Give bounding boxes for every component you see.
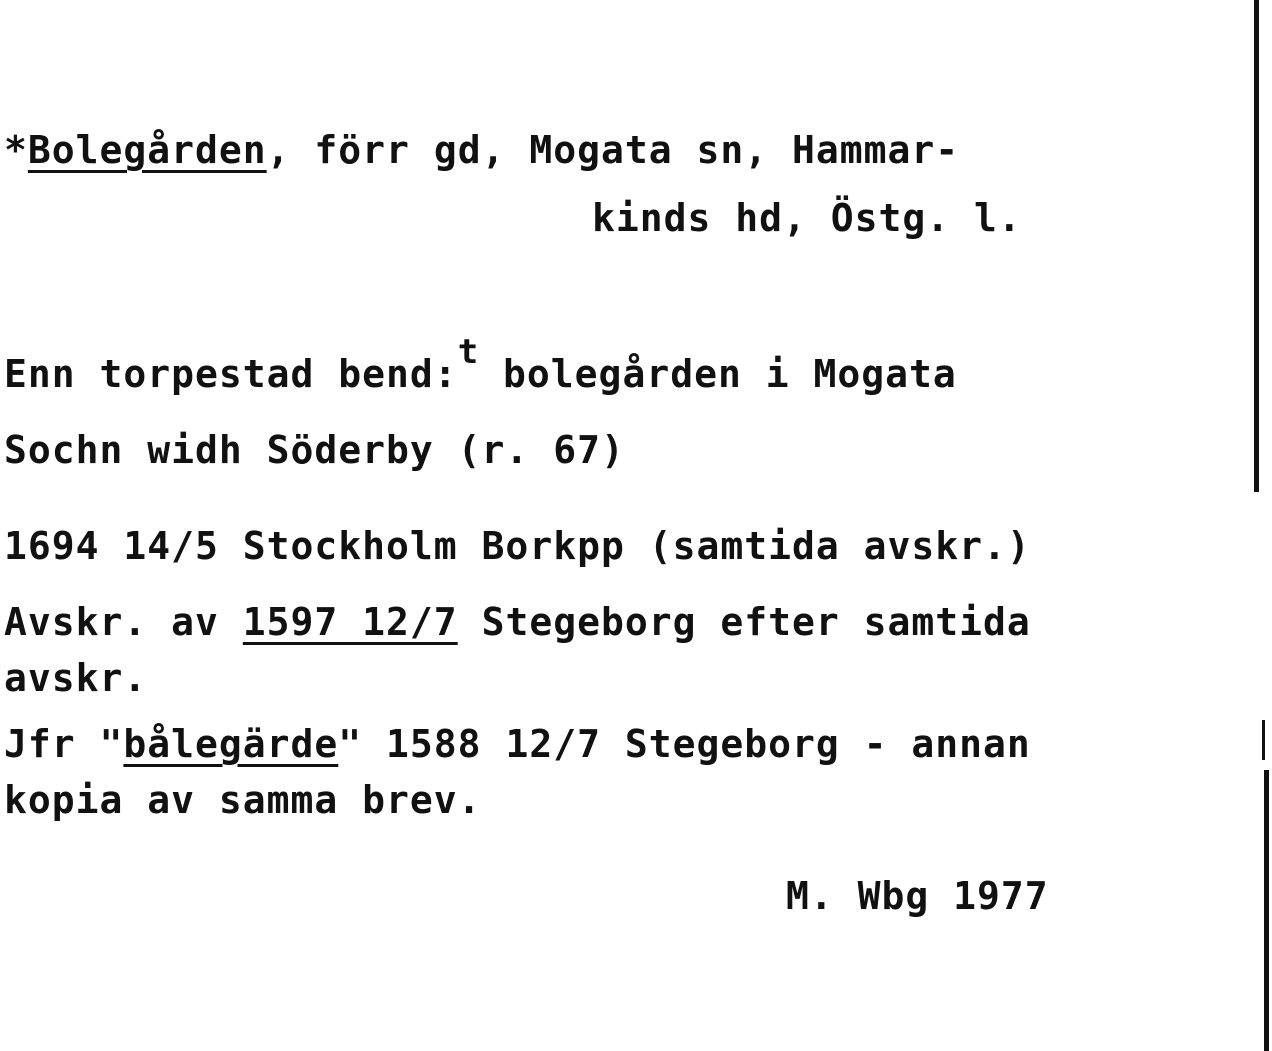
source-line-1: 1694 14/5 Stockholm Borkpp (samtida avskr.) — [4, 524, 1031, 568]
quote-line-2: Sochn widh Söderby (r. 67) — [4, 428, 625, 472]
place-name: Bolegården — [27, 128, 267, 172]
source-2-date: 1597 12/7 — [242, 600, 458, 644]
source-line-2 — [4, 600, 1031, 644]
card-edge-line-mark — [1262, 720, 1265, 760]
card-edge-line-upper — [1254, 0, 1259, 492]
compare-post: " 1588 12/7 Stegeborg - annan — [338, 722, 1031, 766]
compare-pre: Jfr " — [4, 722, 124, 766]
compare-line-2: kopia av samma brev. — [4, 778, 482, 822]
asterisk-mark: * — [4, 128, 28, 172]
signature: M. Wbg 1977 — [786, 874, 1049, 918]
card-edge-line-lower — [1264, 770, 1269, 1051]
compare-word: bålegärde — [123, 722, 339, 766]
source-2-post: Stegeborg efter samtida — [457, 600, 1031, 644]
source-2-pre: Avskr. av — [4, 600, 243, 644]
source-line-3: avskr. — [4, 656, 148, 700]
quote-text-pre: Enn torpestad bend: — [4, 352, 458, 396]
heading-description: , förr gd, Mogata sn, Hammar- — [266, 128, 960, 172]
quote-superscript: t — [457, 332, 480, 372]
quote-text-post: bolegården i Mogata — [479, 352, 957, 396]
heading-line-1 — [4, 128, 959, 172]
quote-line-1 — [4, 332, 957, 398]
heading-line-2: kinds hd, Östg. l. — [592, 196, 1022, 240]
compare-line-1 — [4, 722, 1031, 766]
